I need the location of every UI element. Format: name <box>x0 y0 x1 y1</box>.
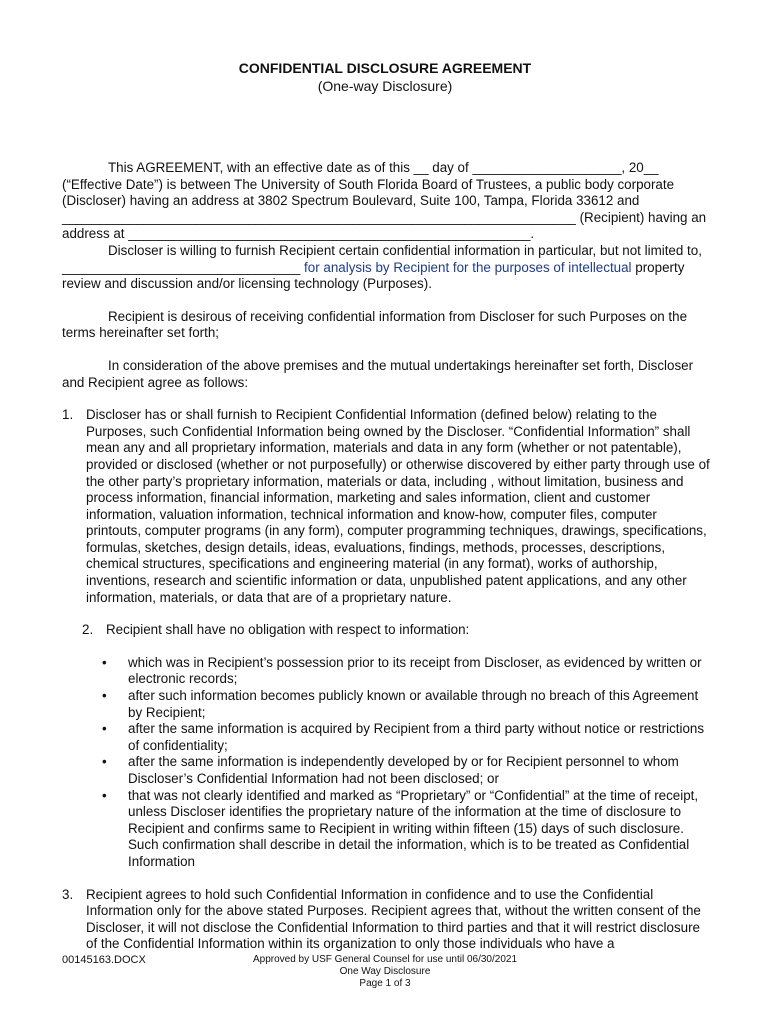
list-item: • which was in Recipient’s possession prior to its receipt from Discloser, as evidenced by written or electronic records; <box>102 654 702 687</box>
footer-center <box>0 954 770 990</box>
clause-text: Recipient agrees to hold such Confidential Information in confidence and to use the Confidential Information only for the above stated Purposes. Recipient agrees that, without the written consent of the Discloser, it will not disclose the Confidential Information to third parties and that it will restrict disclosure of the Confidential Information within its organization to only those individuals who have a <box>86 886 701 952</box>
consideration-paragraph: In consideration of the above premises and the mutual undertakings hereinafter set forth, Discloser and Recipient agree as follows: <box>62 357 694 390</box>
clause-1 <box>62 407 712 606</box>
exclusions-list <box>62 655 712 871</box>
list-item: • after such information becomes publicly known or available through no breach of this Agreement by Recipient; <box>102 688 699 720</box>
clause-text: Recipient shall have no obligation with respect to information: <box>106 622 470 638</box>
document-id: 00145163.DOCX <box>62 954 146 966</box>
bullet-icon: • <box>102 754 107 770</box>
list-item: • after the same information is independently developed by or for Recipient personnel to whom Discloser’s Confidential Information had not been disclosed; or <box>102 754 679 786</box>
desire-paragraph: Recipient is desirous of receiving confidential information from Discloser for such Purposes on the terms hereinafter set forth; <box>62 308 688 341</box>
approval-note: Approved by USF General Counsel for use until 06/30/2021 <box>252 954 518 965</box>
document-subtitle: (One-way Disclosure) <box>317 78 453 94</box>
bullet-icon: • <box>102 654 107 670</box>
purpose-text-highlight: for analysis by Recipient for the purposes of intellectual <box>300 259 632 275</box>
page-number: Page 1 of 3 <box>359 978 411 989</box>
bullet-icon: • <box>102 721 107 737</box>
purpose-text: Discloser is willing to furnish Recipient certain confidential information in particular, but not limited to, ________________________________ <box>62 242 702 275</box>
list-item: • that was not clearly identified and marked as “Proprietary” or “Confidential” at the time of receipt, unless Discloser identifies the proprietary nature of the information at the time of disclosure to Recipient and confirms same to Recipient in writing within fifteen (15) days of such disclosure. Such confirmation shall describe in detail the information, which is to be treated as Confidential Information <box>102 787 699 869</box>
bullet-icon: • <box>102 787 107 803</box>
clause-text: Discloser has or shall furnish to Recipient Confidential Information (defined below) relating to the Purposes, such Confidential Information being owned by the Discloser. “Confidential Information” shall mean any and all proprietary information, materials and data in any form (whether or not patentable), provided or disclosed (whether or not purposefully) or otherwise discovered by either party through use of the other party’s proprietary information, materials or data, including , without limitation, business and process information, financial information, marketing and sales information, client and customer information, valuation information, technical information and know-how, computer files, computer printouts, computer programs (in any form), computer programming techniques, drawings, specifications, formulas, sketches, design details, ideas, evaluations, findings, methods, processes, descriptions, chemical structures, specifications and engineering material (in any format), works of authorship, inventions, research and scientific information or data, unpublished patent applications, and any other information, materials, or data that are of a proprietary nature. <box>86 407 710 605</box>
document-type: One Way Disclosure <box>339 966 431 977</box>
purpose-text-end: property review and discussion and/or licensing technology (Purposes). <box>62 259 685 292</box>
document-title: CONFIDENTIAL DISCLOSURE AGREEMENT <box>238 60 532 76</box>
document-body <box>62 160 712 953</box>
clause-3 <box>62 887 712 953</box>
clause-number: 2. <box>82 622 94 638</box>
clause-number: 1. <box>62 407 74 423</box>
purpose-paragraph <box>62 243 712 293</box>
clause-number: 3. <box>62 886 74 902</box>
intro-paragraph: This AGREEMENT, with an effective date as of this __ day of ____________________, 20__ (“Effective Date”) is between The University of South Florida Board of Trustees, a public body corporate (Discloser) having an address at 3802 Spectrum Boulevard, Suite 100, Tampa, Florida 33612 and _____________________________________________________________________ (Recipient) having an address at ______________________________________________________. <box>62 160 707 242</box>
bullet-icon: • <box>102 688 107 704</box>
list-item: • after the same information is acquired by Recipient from a third party without notice or restrictions of confidentiality; <box>102 721 705 753</box>
clause-2 <box>62 622 712 639</box>
